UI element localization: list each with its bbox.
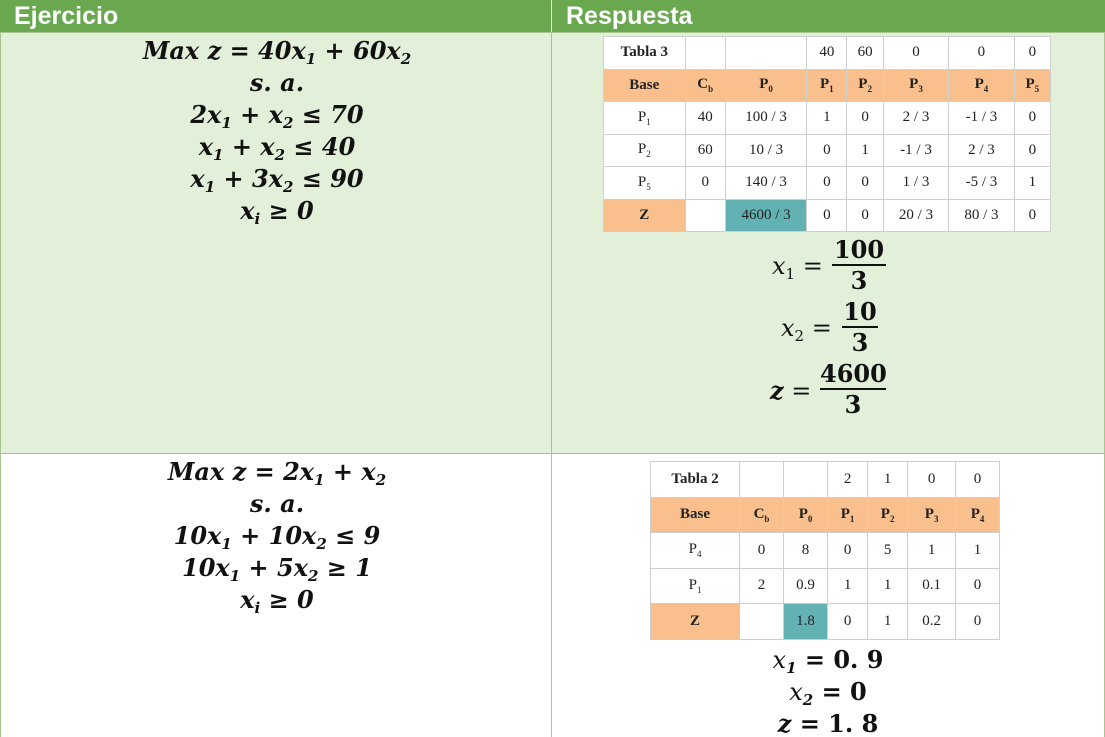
ex1-equation-line bbox=[1, 67, 553, 99]
label-subscript: 2 bbox=[646, 149, 651, 160]
solution-lhs bbox=[781, 314, 832, 345]
eq-text: Max z = bbox=[142, 36, 259, 65]
table-body bbox=[651, 462, 1000, 640]
label-subscript: 4 bbox=[696, 549, 702, 560]
solution-line bbox=[551, 708, 1105, 737]
eq-text: ≥ 0 bbox=[260, 585, 314, 614]
z-cell: Z bbox=[651, 604, 740, 640]
eq-subscript: i bbox=[254, 599, 261, 617]
cost-cell: 0 bbox=[908, 462, 956, 498]
eq-term: x bbox=[190, 164, 205, 193]
fraction-numerator: 100 bbox=[833, 235, 885, 264]
header-cell bbox=[685, 69, 725, 102]
header-cell bbox=[651, 497, 740, 533]
table-cell: -1 / 3 bbox=[883, 134, 948, 167]
var-name: z bbox=[777, 709, 792, 737]
header-row bbox=[651, 497, 1000, 533]
eq-subscript: i bbox=[254, 210, 261, 228]
exercise-2-cell bbox=[0, 453, 552, 737]
z-cell bbox=[685, 199, 725, 232]
var-subscript: 1 bbox=[785, 265, 796, 283]
header-cell bbox=[740, 497, 784, 533]
solution-fraction bbox=[842, 298, 878, 358]
eq-text: ≤ 90 bbox=[293, 164, 364, 193]
var-subscript: 2 bbox=[802, 691, 814, 709]
ex2-equation-line bbox=[1, 552, 553, 584]
cost-row bbox=[604, 37, 1051, 70]
solution-line bbox=[551, 676, 1105, 708]
ex2-equation-line bbox=[1, 520, 553, 552]
header-cell bbox=[949, 69, 1014, 102]
z-cell: 4600 / 3 bbox=[725, 199, 806, 232]
table-cell: 60 bbox=[685, 134, 725, 167]
table-cell: 1 bbox=[1014, 167, 1050, 200]
table-row bbox=[651, 533, 1000, 569]
header-cell bbox=[807, 69, 847, 102]
solution-fraction bbox=[820, 360, 886, 420]
label-base: P bbox=[688, 541, 697, 558]
table-cell: 100 / 3 bbox=[725, 102, 806, 135]
eq-text: ≥ 0 bbox=[260, 196, 314, 225]
table-cell: 0 bbox=[740, 533, 784, 569]
header-cell bbox=[604, 69, 686, 102]
table-cell: 2 / 3 bbox=[949, 134, 1014, 167]
fraction-numerator: 10 bbox=[843, 297, 877, 326]
table-cell: 0 bbox=[847, 167, 883, 200]
label-base: P bbox=[840, 505, 850, 522]
table-cell: 0 bbox=[807, 167, 847, 200]
eq-subscript: 1 bbox=[213, 146, 224, 164]
ex1-equation-line bbox=[1, 131, 553, 163]
solution-value: = 1. 8 bbox=[791, 709, 879, 737]
label-base: P bbox=[924, 505, 934, 522]
var-name: x bbox=[772, 646, 787, 674]
table-cell: 1 bbox=[868, 568, 908, 604]
ex2-equation-line bbox=[1, 584, 553, 616]
eq-term: 40x bbox=[258, 36, 306, 65]
label-base: P bbox=[909, 76, 919, 93]
table-cell bbox=[651, 568, 740, 604]
eq-subscript: 1 bbox=[221, 535, 232, 553]
answer-2-solution bbox=[551, 644, 1105, 737]
label-subscript: 4 bbox=[979, 513, 985, 524]
label-base: C bbox=[753, 505, 765, 522]
eq-subscript: 1 bbox=[229, 567, 241, 585]
label-base: C bbox=[697, 76, 709, 93]
equals-sign: = bbox=[795, 252, 823, 280]
cost-cell: 2 bbox=[828, 462, 868, 498]
eq-term: + x bbox=[231, 100, 283, 129]
table-cell: 1 bbox=[828, 568, 868, 604]
label-subscript: 3 bbox=[918, 84, 923, 95]
eq-subscript: 2 bbox=[282, 178, 294, 196]
label-base: P bbox=[637, 108, 647, 125]
header-respuesta: Respuesta bbox=[552, 0, 1105, 32]
eq-subscript: 2 bbox=[308, 567, 319, 585]
table-title: Tabla 3 bbox=[604, 37, 686, 70]
label-subscript: 0 bbox=[768, 84, 773, 95]
exercise-1-cell bbox=[0, 32, 552, 454]
label-subscript: b bbox=[708, 84, 714, 95]
header-cell bbox=[883, 69, 948, 102]
eq-term: + 5x bbox=[240, 553, 308, 582]
header-cell bbox=[908, 497, 956, 533]
table-row bbox=[604, 102, 1051, 135]
solution-lhs bbox=[772, 252, 823, 283]
header-ejercicio: Ejercicio bbox=[0, 0, 551, 32]
label-base: P bbox=[637, 173, 647, 190]
label-subscript: 1 bbox=[849, 513, 855, 524]
table-cell: 0.9 bbox=[784, 568, 828, 604]
eq-term: + x bbox=[324, 457, 376, 486]
table-cell: 0.1 bbox=[908, 568, 956, 604]
var-name: x bbox=[772, 252, 786, 280]
z-row bbox=[604, 199, 1051, 232]
table-title: Tabla 2 bbox=[651, 462, 740, 498]
table-cell: 0 bbox=[1014, 134, 1050, 167]
fraction-numerator: 4600 bbox=[820, 359, 887, 388]
z-cell: 0 bbox=[956, 604, 1000, 640]
ex2-equation-line bbox=[1, 456, 553, 488]
table-cell: 0 bbox=[807, 134, 847, 167]
equals-sign: = bbox=[804, 314, 832, 342]
table-cell: 5 bbox=[868, 533, 908, 569]
label-base: P bbox=[1025, 76, 1035, 93]
table-cell: 2 / 3 bbox=[883, 102, 948, 135]
table-cell: 0 bbox=[685, 167, 725, 200]
cost-cell: 1 bbox=[868, 462, 908, 498]
eq-term: + x bbox=[223, 132, 275, 161]
eq-subscript: 2 bbox=[274, 146, 286, 164]
eq-text: ≤ 9 bbox=[326, 521, 381, 550]
table-cell: 1 bbox=[956, 533, 1000, 569]
table-cell: 2 bbox=[740, 568, 784, 604]
solution-value: = 0 bbox=[813, 677, 867, 706]
z-cell: 20 / 3 bbox=[883, 199, 948, 232]
eq-term: + 3x bbox=[215, 164, 283, 193]
label-base: P bbox=[974, 76, 984, 93]
eq-subscript: 2 bbox=[400, 50, 412, 68]
eq-subscript: 2 bbox=[375, 471, 387, 489]
z-cell: 0.2 bbox=[908, 604, 956, 640]
z-cell: 80 / 3 bbox=[949, 199, 1014, 232]
table-cell bbox=[651, 533, 740, 569]
table-cell bbox=[604, 102, 686, 135]
table-row bbox=[604, 167, 1051, 200]
table-cell: 1 / 3 bbox=[883, 167, 948, 200]
header-cell bbox=[784, 497, 828, 533]
label-text: Base bbox=[629, 76, 660, 93]
eq-term: x bbox=[198, 132, 214, 161]
solution-fraction bbox=[832, 236, 886, 296]
eq-term: x bbox=[240, 585, 255, 614]
ex1-equation-line bbox=[1, 99, 553, 131]
eq-term: 2x bbox=[283, 457, 315, 486]
ex1-equation-line bbox=[1, 195, 553, 227]
cost-row bbox=[651, 462, 1000, 498]
ex2-equation-line bbox=[1, 488, 553, 520]
var-name: x bbox=[781, 314, 795, 342]
table-cell bbox=[604, 134, 686, 167]
table-cell: 140 / 3 bbox=[725, 167, 806, 200]
simplex-table-3 bbox=[603, 36, 1051, 232]
z-cell: 1 bbox=[868, 604, 908, 640]
header-cell bbox=[956, 497, 1000, 533]
label-text: Base bbox=[680, 506, 711, 523]
header-cell bbox=[868, 497, 908, 533]
eq-subscript: 2 bbox=[316, 535, 327, 553]
header-row bbox=[604, 69, 1051, 102]
table-cell: 1 bbox=[847, 134, 883, 167]
eq-text: Max z = bbox=[167, 457, 284, 486]
table-cell: -5 / 3 bbox=[949, 167, 1014, 200]
label-base: P bbox=[759, 76, 769, 93]
table-cell: 8 bbox=[784, 533, 828, 569]
label-subscript: 3 bbox=[933, 513, 939, 524]
eq-subscript: 2 bbox=[282, 114, 294, 132]
table-cell bbox=[604, 167, 686, 200]
header-cell bbox=[828, 497, 868, 533]
eq-term: + 60x bbox=[316, 36, 401, 65]
z-cell: 0 bbox=[1014, 199, 1050, 232]
label-subscript: 1 bbox=[696, 584, 702, 595]
label-base: P bbox=[880, 505, 890, 522]
solution-value: = 0. 9 bbox=[796, 645, 884, 674]
exercise-1-equations bbox=[1, 35, 553, 227]
eq-text: ≤ 70 bbox=[293, 100, 364, 129]
cost-cell: 0 bbox=[956, 462, 1000, 498]
fraction-denominator: 3 bbox=[844, 390, 862, 419]
label-base: P bbox=[688, 576, 697, 593]
eq-text: ≥ 1 bbox=[318, 553, 372, 582]
eq-text: s. a. bbox=[249, 68, 305, 97]
header-cell bbox=[1014, 69, 1050, 102]
equals-sign: = bbox=[783, 377, 812, 405]
eq-term: x bbox=[240, 196, 255, 225]
simplex-table-2 bbox=[650, 461, 1000, 640]
table-cell: 0 bbox=[956, 568, 1000, 604]
cost-cell: 40 bbox=[807, 37, 847, 70]
eq-term: 10x bbox=[173, 521, 222, 550]
label-base: P bbox=[798, 505, 808, 522]
header-cell bbox=[725, 69, 806, 102]
exercise-2-equations bbox=[1, 456, 553, 616]
fraction-denominator: 3 bbox=[850, 266, 868, 295]
label-base: P bbox=[637, 141, 647, 158]
table-cell: 0 bbox=[847, 102, 883, 135]
label-subscript: 2 bbox=[889, 513, 895, 524]
solution-line bbox=[551, 644, 1105, 676]
empty-cell bbox=[685, 37, 725, 70]
empty-cell bbox=[725, 37, 806, 70]
z-cell bbox=[740, 604, 784, 640]
label-subscript: 1 bbox=[829, 84, 834, 95]
ex1-equation-line bbox=[1, 35, 553, 67]
table-row bbox=[604, 134, 1051, 167]
table-cell: 1 bbox=[807, 102, 847, 135]
eq-subscript: 1 bbox=[314, 471, 325, 489]
header-cell bbox=[847, 69, 883, 102]
z-cell: 0 bbox=[828, 604, 868, 640]
eq-term: 2x bbox=[190, 100, 222, 129]
eq-term: + 10x bbox=[231, 521, 317, 550]
solution-lhs bbox=[770, 376, 811, 405]
var-name: x bbox=[789, 678, 803, 706]
table-cell: 40 bbox=[685, 102, 725, 135]
z-cell: 0 bbox=[847, 199, 883, 232]
z-cell: Z bbox=[604, 199, 686, 232]
empty-cell bbox=[784, 462, 828, 498]
table-cell: -1 / 3 bbox=[949, 102, 1014, 135]
fraction-denominator: 3 bbox=[851, 328, 869, 357]
label-subscript: 2 bbox=[867, 84, 872, 95]
label-base: P bbox=[858, 76, 868, 93]
table-cell: 0 bbox=[828, 533, 868, 569]
table-row bbox=[651, 568, 1000, 604]
label-base: P bbox=[970, 505, 980, 522]
label-base: P bbox=[819, 76, 830, 93]
z-cell: 1.8 bbox=[784, 604, 828, 640]
eq-subscript: 1 bbox=[221, 114, 232, 132]
label-subscript: b bbox=[764, 513, 770, 524]
label-subscript: 5 bbox=[646, 181, 651, 192]
var-name: z bbox=[770, 376, 784, 405]
z-cell: 0 bbox=[807, 199, 847, 232]
cost-cell: 0 bbox=[949, 37, 1014, 70]
label-subscript: 0 bbox=[807, 513, 813, 524]
var-subscript: 1 bbox=[786, 659, 797, 677]
cost-cell: 0 bbox=[883, 37, 948, 70]
cost-cell: 60 bbox=[847, 37, 883, 70]
label-subscript: 5 bbox=[1034, 84, 1040, 95]
table-cell: 10 / 3 bbox=[725, 134, 806, 167]
cost-cell: 0 bbox=[1014, 37, 1050, 70]
eq-subscript: 1 bbox=[204, 178, 216, 196]
var-subscript: 2 bbox=[794, 327, 805, 345]
ex1-equation-line bbox=[1, 163, 553, 195]
table-body bbox=[604, 37, 1051, 232]
eq-text: ≤ 40 bbox=[285, 132, 356, 161]
table-cell: 0 bbox=[1014, 102, 1050, 135]
eq-subscript: 1 bbox=[305, 50, 317, 68]
table-cell: 1 bbox=[908, 533, 956, 569]
label-subscript: 1 bbox=[646, 116, 651, 127]
empty-cell bbox=[740, 462, 784, 498]
z-row bbox=[651, 604, 1000, 640]
eq-text: s. a. bbox=[249, 489, 305, 518]
label-subscript: 4 bbox=[983, 84, 989, 95]
eq-term: 10x bbox=[182, 553, 230, 582]
